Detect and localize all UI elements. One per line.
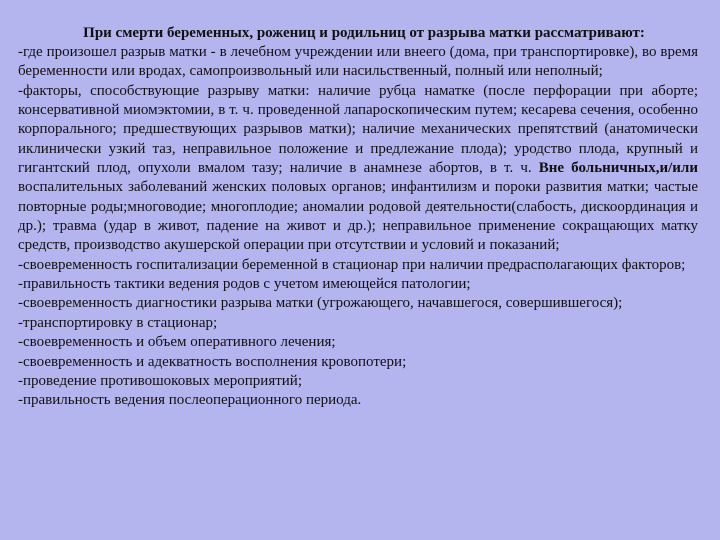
paragraph-timely-hospitalization: -своевременность госпитализации беременной в стационар при наличии предрасполагающих факторов; (18, 256, 686, 273)
factors-text-start: -факторы, способствующие разрыву матки: наличие рубца наматке (после перфорации при аборте; консервативной миомэктомии, в т. ч. проведенной лапароскопическим путем; кесарева сечения, особенно корпорального; предшествующих разрывов матки); наличие механических препятствий (анатомически иклинически узкий таз, неправильное положение и предлежание плода); уродство плода, крупный и гигантский плод, опухоли вмалом тазу; наличие в анамнезе абортов, в т. ч. (18, 82, 698, 177)
paragraph-postoperative-period: -правильность ведения послеоперационного периода. (18, 392, 362, 409)
paragraph-surgical-treatment: -своевременность и объем оперативного лечения; (18, 334, 336, 351)
paragraph-location-of-rupture: -где произошел разрыв матки - в лечебном учреждении или внеего (дома, при транспортировке), во время беременности или вродах, самопроизвольный или насильственный, полный или неполный; (18, 44, 698, 80)
paragraph-labor-management: -правильность тактики ведения родов с учетом имеющейся патологии; (18, 276, 471, 293)
slide-title: При смерти беременных, рожениц и родильниц от разрыва матки рассматривают: (83, 25, 645, 41)
paragraph-transportation: -транспортировку в стационар; (18, 314, 218, 331)
paragraph-blood-loss-replacement: -своевременность и адекватность восполнения кровопотери; (18, 353, 407, 370)
paragraph-contributing-factors (18, 82, 698, 256)
slide-body (18, 43, 698, 411)
paragraph-anti-shock-measures: -проведение противошоковых мероприятий; (18, 372, 302, 389)
factors-text-end: воспалительных заболеваний женских половых органов; инфантилизм и пороки развития матки; частые повторные роды;многоводие; многоплодие; аномалии родовой деятельности(слабость, дискоординация и др.); травма (удар в живот, падение на живот и др.); неправильное применение сокращающих матку средств, производство акушерской операции при отсутствии и условий и показаний; (18, 179, 698, 254)
paragraph-timely-diagnosis: -своевременность диагностики разрыва матки (угрожающего, начавшегося, совершившегося); (18, 295, 623, 312)
factors-text-bold: Вне больничных,и/или (538, 160, 698, 177)
